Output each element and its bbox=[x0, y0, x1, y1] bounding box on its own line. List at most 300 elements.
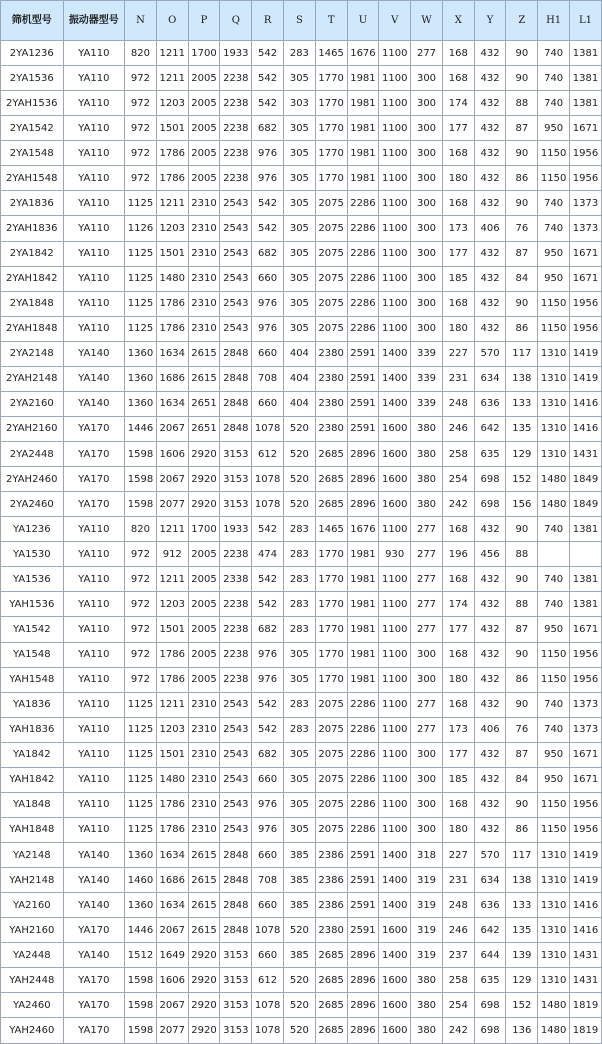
cell-s: 305 bbox=[283, 667, 315, 692]
cell-v: 1100 bbox=[379, 792, 411, 817]
cell-r: 542 bbox=[252, 567, 284, 592]
cell-u: 2591 bbox=[347, 416, 379, 441]
cell-x: 242 bbox=[442, 492, 474, 517]
cell-s: 305 bbox=[283, 316, 315, 341]
cell-z: 86 bbox=[506, 166, 538, 191]
cell-h1: 1310 bbox=[538, 968, 570, 993]
cell-n: 972 bbox=[125, 592, 157, 617]
cell-r: 542 bbox=[252, 692, 284, 717]
cell-w: 277 bbox=[411, 617, 443, 642]
cell-l1: 1381 bbox=[570, 66, 602, 91]
cell-h1: 1480 bbox=[538, 993, 570, 1018]
cell-q: 2238 bbox=[220, 592, 252, 617]
cell-screen-model: YA2460 bbox=[1, 993, 64, 1018]
table-row bbox=[1, 868, 602, 893]
cell-w: 380 bbox=[411, 1018, 443, 1044]
cell-p: 1700 bbox=[188, 517, 220, 542]
cell-s: 305 bbox=[283, 66, 315, 91]
cell-u: 2286 bbox=[347, 742, 379, 767]
cell-x: 180 bbox=[442, 166, 474, 191]
cell-r: 542 bbox=[252, 517, 284, 542]
header-col-p: P bbox=[188, 1, 220, 41]
cell-vibrator-model: YA110 bbox=[63, 542, 125, 567]
cell-s: 385 bbox=[283, 843, 315, 868]
cell-x: 168 bbox=[442, 191, 474, 216]
cell-q: 2543 bbox=[220, 191, 252, 216]
cell-p: 2920 bbox=[188, 442, 220, 467]
cell-screen-model: YA1236 bbox=[1, 517, 64, 542]
cell-t: 2075 bbox=[315, 792, 347, 817]
cell-w: 319 bbox=[411, 893, 443, 918]
cell-s: 520 bbox=[283, 416, 315, 441]
cell-h1: 1150 bbox=[538, 817, 570, 842]
cell-u: 2896 bbox=[347, 993, 379, 1018]
cell-p: 2005 bbox=[188, 567, 220, 592]
cell-l1: 1431 bbox=[570, 442, 602, 467]
cell-screen-model: 2YAH2160 bbox=[1, 416, 64, 441]
cell-v: 1400 bbox=[379, 341, 411, 366]
cell-o: 1501 bbox=[156, 742, 188, 767]
cell-u: 2286 bbox=[347, 792, 379, 817]
header-col-h1: H1 bbox=[538, 1, 570, 41]
cell-t: 2380 bbox=[315, 391, 347, 416]
cell-w: 300 bbox=[411, 216, 443, 241]
cell-u: 1981 bbox=[347, 642, 379, 667]
cell-p: 2310 bbox=[188, 216, 220, 241]
cell-q: 2543 bbox=[220, 792, 252, 817]
cell-t: 1770 bbox=[315, 642, 347, 667]
cell-h1: 740 bbox=[538, 567, 570, 592]
cell-s: 305 bbox=[283, 116, 315, 141]
cell-r: 660 bbox=[252, 266, 284, 291]
cell-p: 2615 bbox=[188, 843, 220, 868]
cell-x: 177 bbox=[442, 742, 474, 767]
cell-v: 1600 bbox=[379, 492, 411, 517]
cell-q: 2238 bbox=[220, 542, 252, 567]
cell-y: 432 bbox=[474, 667, 506, 692]
cell-x: 254 bbox=[442, 993, 474, 1018]
table-row bbox=[1, 216, 602, 241]
cell-t: 2075 bbox=[315, 316, 347, 341]
cell-u: 1676 bbox=[347, 517, 379, 542]
table-row bbox=[1, 141, 602, 166]
cell-t: 1770 bbox=[315, 91, 347, 116]
cell-n: 1125 bbox=[125, 817, 157, 842]
cell-l1: 1373 bbox=[570, 717, 602, 742]
cell-n: 1360 bbox=[125, 893, 157, 918]
cell-q: 2238 bbox=[220, 166, 252, 191]
cell-w: 300 bbox=[411, 66, 443, 91]
cell-z: 152 bbox=[506, 993, 538, 1018]
cell-l1: 1416 bbox=[570, 918, 602, 943]
cell-z: 90 bbox=[506, 517, 538, 542]
cell-o: 2067 bbox=[156, 467, 188, 492]
cell-o: 1686 bbox=[156, 868, 188, 893]
cell-vibrator-model: YA110 bbox=[63, 291, 125, 316]
cell-z: 117 bbox=[506, 843, 538, 868]
cell-z: 84 bbox=[506, 266, 538, 291]
cell-h1: 740 bbox=[538, 517, 570, 542]
cell-t: 1770 bbox=[315, 542, 347, 567]
cell-w: 277 bbox=[411, 41, 443, 66]
cell-w: 380 bbox=[411, 492, 443, 517]
cell-u: 2591 bbox=[347, 391, 379, 416]
cell-y: 698 bbox=[474, 492, 506, 517]
cell-u: 2286 bbox=[347, 191, 379, 216]
cell-w: 380 bbox=[411, 993, 443, 1018]
cell-s: 385 bbox=[283, 893, 315, 918]
cell-y: 635 bbox=[474, 442, 506, 467]
table-row bbox=[1, 592, 602, 617]
cell-r: 1078 bbox=[252, 993, 284, 1018]
cell-screen-model: 2YAH1536 bbox=[1, 91, 64, 116]
cell-n: 972 bbox=[125, 542, 157, 567]
cell-u: 1981 bbox=[347, 166, 379, 191]
cell-v: 1600 bbox=[379, 1018, 411, 1044]
table-row bbox=[1, 968, 602, 993]
table-row bbox=[1, 767, 602, 792]
cell-s: 283 bbox=[283, 542, 315, 567]
cell-p: 2615 bbox=[188, 893, 220, 918]
cell-screen-model: 2YAH2460 bbox=[1, 467, 64, 492]
cell-z: 117 bbox=[506, 341, 538, 366]
cell-v: 1400 bbox=[379, 366, 411, 391]
cell-l1: 1419 bbox=[570, 843, 602, 868]
cell-w: 300 bbox=[411, 767, 443, 792]
cell-vibrator-model: YA110 bbox=[63, 742, 125, 767]
cell-y: 634 bbox=[474, 366, 506, 391]
cell-z: 156 bbox=[506, 492, 538, 517]
cell-s: 305 bbox=[283, 792, 315, 817]
cell-t: 2075 bbox=[315, 266, 347, 291]
cell-z: 90 bbox=[506, 291, 538, 316]
cell-n: 972 bbox=[125, 617, 157, 642]
cell-h1: 740 bbox=[538, 41, 570, 66]
cell-t: 2685 bbox=[315, 467, 347, 492]
cell-l1: 1671 bbox=[570, 617, 602, 642]
cell-r: 612 bbox=[252, 442, 284, 467]
cell-n: 1125 bbox=[125, 191, 157, 216]
cell-o: 1480 bbox=[156, 266, 188, 291]
cell-z: 135 bbox=[506, 416, 538, 441]
cell-t: 2075 bbox=[315, 817, 347, 842]
cell-s: 305 bbox=[283, 767, 315, 792]
cell-q: 2543 bbox=[220, 216, 252, 241]
cell-p: 2310 bbox=[188, 692, 220, 717]
cell-l1: 1373 bbox=[570, 692, 602, 717]
cell-s: 283 bbox=[283, 717, 315, 742]
cell-u: 2896 bbox=[347, 1018, 379, 1044]
cell-y: 406 bbox=[474, 216, 506, 241]
cell-screen-model: YA2160 bbox=[1, 893, 64, 918]
cell-screen-model: 2YA2448 bbox=[1, 442, 64, 467]
cell-s: 283 bbox=[283, 617, 315, 642]
cell-y: 644 bbox=[474, 943, 506, 968]
cell-l1: 1671 bbox=[570, 266, 602, 291]
cell-vibrator-model: YA110 bbox=[63, 191, 125, 216]
table-row bbox=[1, 993, 602, 1018]
cell-vibrator-model: YA110 bbox=[63, 767, 125, 792]
cell-p: 2310 bbox=[188, 767, 220, 792]
cell-r: 542 bbox=[252, 41, 284, 66]
table-row bbox=[1, 391, 602, 416]
cell-p: 2920 bbox=[188, 1018, 220, 1044]
cell-screen-model: 2YA1542 bbox=[1, 116, 64, 141]
cell-p: 2920 bbox=[188, 492, 220, 517]
cell-z: 90 bbox=[506, 141, 538, 166]
cell-x: 168 bbox=[442, 517, 474, 542]
cell-z: 138 bbox=[506, 366, 538, 391]
cell-w: 300 bbox=[411, 817, 443, 842]
cell-p: 2005 bbox=[188, 617, 220, 642]
cell-w: 300 bbox=[411, 241, 443, 266]
cell-u: 1981 bbox=[347, 141, 379, 166]
cell-u: 2591 bbox=[347, 918, 379, 943]
cell-vibrator-model: YA110 bbox=[63, 717, 125, 742]
cell-n: 1360 bbox=[125, 391, 157, 416]
cell-vibrator-model: YA110 bbox=[63, 617, 125, 642]
cell-n: 1446 bbox=[125, 416, 157, 441]
cell-x: 242 bbox=[442, 1018, 474, 1044]
cell-t: 2386 bbox=[315, 893, 347, 918]
cell-q: 2848 bbox=[220, 341, 252, 366]
cell-x: 185 bbox=[442, 767, 474, 792]
cell-z: 129 bbox=[506, 968, 538, 993]
table-row bbox=[1, 692, 602, 717]
cell-h1: 740 bbox=[538, 66, 570, 91]
cell-r: 976 bbox=[252, 166, 284, 191]
cell-u: 2591 bbox=[347, 366, 379, 391]
cell-v: 1100 bbox=[379, 817, 411, 842]
cell-o: 1501 bbox=[156, 116, 188, 141]
cell-o: 1649 bbox=[156, 943, 188, 968]
cell-o: 1786 bbox=[156, 316, 188, 341]
cell-vibrator-model: YA110 bbox=[63, 241, 125, 266]
cell-z: 76 bbox=[506, 717, 538, 742]
cell-s: 404 bbox=[283, 366, 315, 391]
cell-screen-model: 2YA1536 bbox=[1, 66, 64, 91]
cell-x: 168 bbox=[442, 642, 474, 667]
table-row bbox=[1, 943, 602, 968]
table-row bbox=[1, 893, 602, 918]
cell-l1: 1419 bbox=[570, 868, 602, 893]
cell-l1: 1849 bbox=[570, 492, 602, 517]
cell-l1: 1956 bbox=[570, 166, 602, 191]
cell-v: 1100 bbox=[379, 517, 411, 542]
cell-h1: 740 bbox=[538, 592, 570, 617]
cell-v: 1600 bbox=[379, 467, 411, 492]
cell-r: 682 bbox=[252, 241, 284, 266]
cell-q: 2848 bbox=[220, 391, 252, 416]
cell-screen-model: 2YAH1848 bbox=[1, 316, 64, 341]
cell-l1: 1956 bbox=[570, 667, 602, 692]
cell-vibrator-model: YA140 bbox=[63, 341, 125, 366]
cell-u: 2286 bbox=[347, 316, 379, 341]
cell-x: 180 bbox=[442, 667, 474, 692]
cell-o: 1501 bbox=[156, 617, 188, 642]
cell-y: 698 bbox=[474, 1018, 506, 1044]
cell-x: 177 bbox=[442, 241, 474, 266]
cell-r: 1078 bbox=[252, 467, 284, 492]
cell-w: 277 bbox=[411, 717, 443, 742]
cell-o: 1203 bbox=[156, 717, 188, 742]
cell-t: 1770 bbox=[315, 592, 347, 617]
cell-v: 1100 bbox=[379, 617, 411, 642]
cell-vibrator-model: YA170 bbox=[63, 1018, 125, 1044]
table-row bbox=[1, 542, 602, 567]
cell-p: 2920 bbox=[188, 467, 220, 492]
cell-h1: 740 bbox=[538, 692, 570, 717]
header-col-o: O bbox=[156, 1, 188, 41]
cell-y: 636 bbox=[474, 893, 506, 918]
cell-l1: 1956 bbox=[570, 792, 602, 817]
cell-l1: 1671 bbox=[570, 742, 602, 767]
cell-y: 432 bbox=[474, 316, 506, 341]
cell-s: 283 bbox=[283, 517, 315, 542]
cell-vibrator-model: YA170 bbox=[63, 467, 125, 492]
cell-l1: 1381 bbox=[570, 517, 602, 542]
cell-o: 2077 bbox=[156, 1018, 188, 1044]
table-row bbox=[1, 116, 602, 141]
cell-r: 1078 bbox=[252, 416, 284, 441]
cell-n: 1598 bbox=[125, 993, 157, 1018]
cell-vibrator-model: YA110 bbox=[63, 817, 125, 842]
header-col-n: N bbox=[125, 1, 157, 41]
cell-w: 300 bbox=[411, 291, 443, 316]
table-row bbox=[1, 291, 602, 316]
cell-r: 660 bbox=[252, 943, 284, 968]
cell-u: 2286 bbox=[347, 817, 379, 842]
cell-p: 2005 bbox=[188, 116, 220, 141]
cell-screen-model: YAH2460 bbox=[1, 1018, 64, 1044]
cell-h1: 950 bbox=[538, 617, 570, 642]
cell-x: 196 bbox=[442, 542, 474, 567]
cell-vibrator-model: YA140 bbox=[63, 893, 125, 918]
cell-q: 1933 bbox=[220, 41, 252, 66]
cell-q: 2543 bbox=[220, 817, 252, 842]
cell-y: 636 bbox=[474, 391, 506, 416]
cell-y: 432 bbox=[474, 191, 506, 216]
cell-v: 1600 bbox=[379, 993, 411, 1018]
cell-o: 2067 bbox=[156, 918, 188, 943]
cell-r: 660 bbox=[252, 391, 284, 416]
cell-t: 1770 bbox=[315, 66, 347, 91]
cell-y: 432 bbox=[474, 91, 506, 116]
cell-t: 2685 bbox=[315, 968, 347, 993]
cell-screen-model: 2YA1836 bbox=[1, 191, 64, 216]
cell-u: 2286 bbox=[347, 216, 379, 241]
cell-w: 300 bbox=[411, 266, 443, 291]
table-row bbox=[1, 366, 602, 391]
cell-v: 1400 bbox=[379, 391, 411, 416]
cell-y: 635 bbox=[474, 968, 506, 993]
cell-x: 227 bbox=[442, 341, 474, 366]
cell-n: 1125 bbox=[125, 792, 157, 817]
cell-o: 1786 bbox=[156, 667, 188, 692]
cell-w: 300 bbox=[411, 742, 443, 767]
cell-z: 88 bbox=[506, 542, 538, 567]
cell-v: 1100 bbox=[379, 717, 411, 742]
cell-y: 432 bbox=[474, 617, 506, 642]
cell-q: 2848 bbox=[220, 893, 252, 918]
cell-n: 1125 bbox=[125, 241, 157, 266]
cell-u: 2896 bbox=[347, 968, 379, 993]
cell-q: 2238 bbox=[220, 642, 252, 667]
cell-v: 1400 bbox=[379, 893, 411, 918]
cell-x: 168 bbox=[442, 66, 474, 91]
cell-vibrator-model: YA110 bbox=[63, 667, 125, 692]
cell-screen-model: 2YA2460 bbox=[1, 492, 64, 517]
cell-o: 1634 bbox=[156, 391, 188, 416]
cell-screen-model: YA2448 bbox=[1, 943, 64, 968]
cell-u: 2896 bbox=[347, 467, 379, 492]
cell-q: 2543 bbox=[220, 767, 252, 792]
cell-l1: 1819 bbox=[570, 1018, 602, 1044]
cell-p: 2615 bbox=[188, 366, 220, 391]
cell-s: 283 bbox=[283, 41, 315, 66]
cell-u: 2591 bbox=[347, 868, 379, 893]
cell-o: 1211 bbox=[156, 517, 188, 542]
cell-s: 404 bbox=[283, 391, 315, 416]
cell-v: 1100 bbox=[379, 742, 411, 767]
cell-u: 2286 bbox=[347, 291, 379, 316]
cell-o: 1203 bbox=[156, 91, 188, 116]
cell-screen-model: 2YAH1836 bbox=[1, 216, 64, 241]
cell-p: 2310 bbox=[188, 191, 220, 216]
cell-o: 1501 bbox=[156, 241, 188, 266]
cell-screen-model: 2YA1236 bbox=[1, 41, 64, 66]
cell-q: 2238 bbox=[220, 66, 252, 91]
cell-vibrator-model: YA170 bbox=[63, 968, 125, 993]
cell-p: 2651 bbox=[188, 391, 220, 416]
cell-w: 319 bbox=[411, 868, 443, 893]
cell-vibrator-model: YA140 bbox=[63, 943, 125, 968]
cell-screen-model: 2YAH2148 bbox=[1, 366, 64, 391]
cell-s: 305 bbox=[283, 642, 315, 667]
cell-vibrator-model: YA170 bbox=[63, 492, 125, 517]
cell-h1: 1310 bbox=[538, 843, 570, 868]
cell-screen-model: YAH1848 bbox=[1, 817, 64, 842]
cell-v: 1100 bbox=[379, 241, 411, 266]
cell-n: 1512 bbox=[125, 943, 157, 968]
cell-r: 1078 bbox=[252, 1018, 284, 1044]
cell-x: 168 bbox=[442, 692, 474, 717]
cell-o: 1211 bbox=[156, 567, 188, 592]
cell-v: 1100 bbox=[379, 291, 411, 316]
cell-y: 698 bbox=[474, 993, 506, 1018]
cell-q: 2848 bbox=[220, 868, 252, 893]
cell-y: 570 bbox=[474, 843, 506, 868]
cell-n: 1598 bbox=[125, 442, 157, 467]
cell-z: 139 bbox=[506, 943, 538, 968]
cell-screen-model: YAH1536 bbox=[1, 592, 64, 617]
cell-r: 976 bbox=[252, 141, 284, 166]
cell-p: 2005 bbox=[188, 592, 220, 617]
cell-x: 248 bbox=[442, 391, 474, 416]
cell-x: 168 bbox=[442, 291, 474, 316]
cell-n: 972 bbox=[125, 66, 157, 91]
cell-r: 708 bbox=[252, 366, 284, 391]
cell-q: 3153 bbox=[220, 442, 252, 467]
cell-x: 246 bbox=[442, 416, 474, 441]
cell-x: 237 bbox=[442, 943, 474, 968]
cell-vibrator-model: YA110 bbox=[63, 66, 125, 91]
cell-n: 1125 bbox=[125, 266, 157, 291]
cell-v: 1100 bbox=[379, 166, 411, 191]
cell-v: 1400 bbox=[379, 843, 411, 868]
cell-v: 1100 bbox=[379, 767, 411, 792]
cell-v: 1600 bbox=[379, 416, 411, 441]
